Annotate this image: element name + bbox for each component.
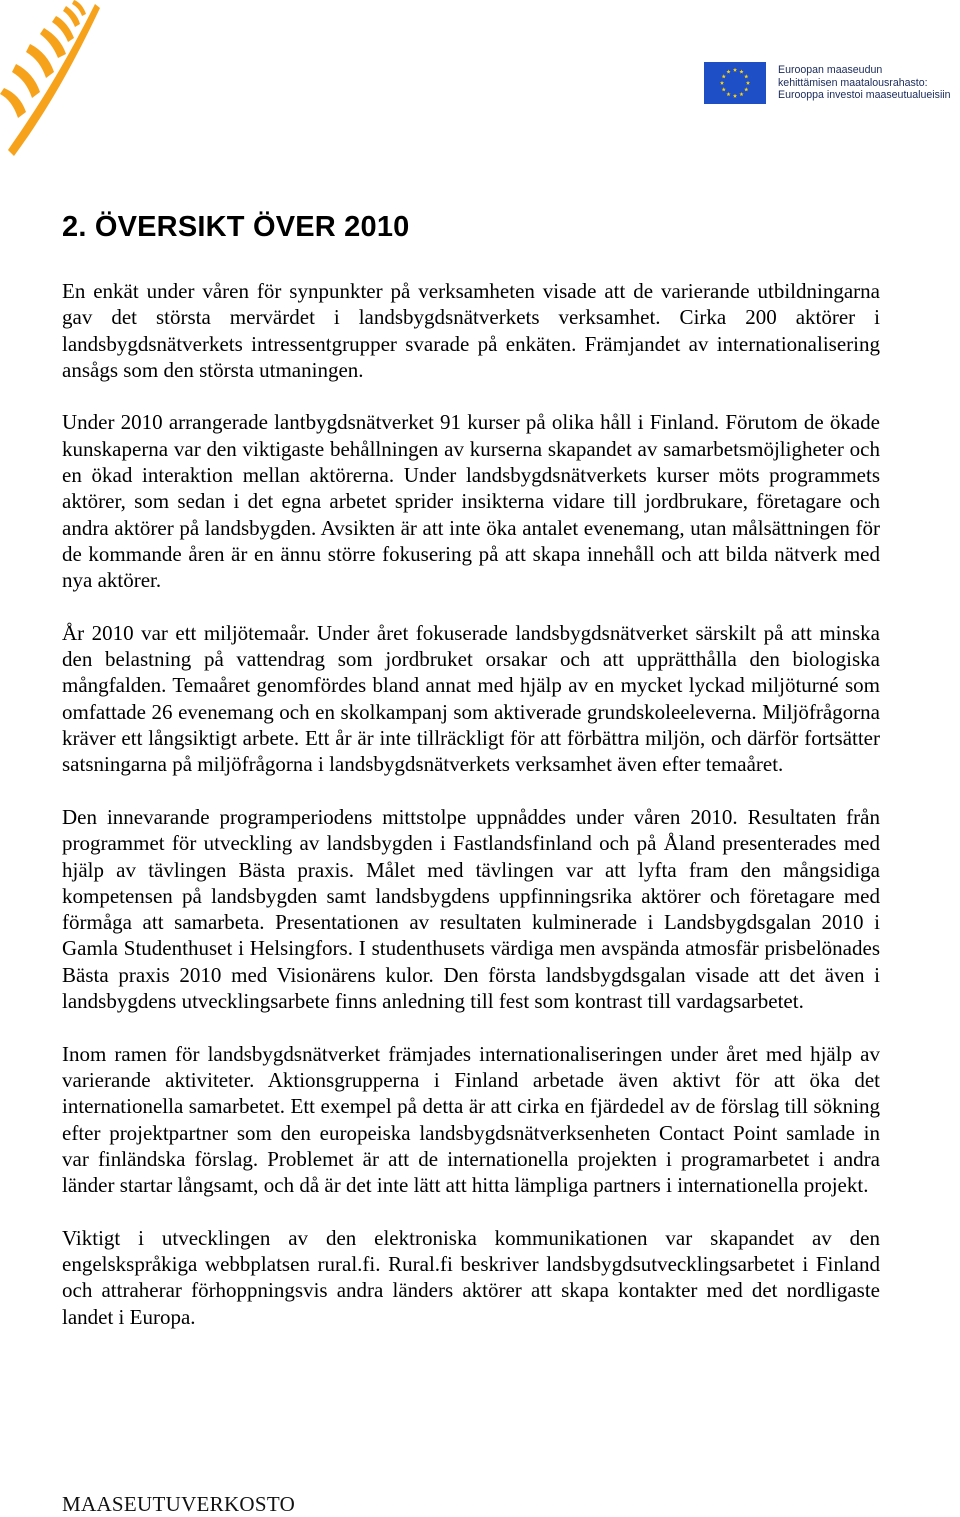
maaseutuverkosto-logo-icon bbox=[0, 0, 100, 160]
footer-brand: MAASEUTUVERKOSTO bbox=[62, 1492, 296, 1516]
document-body bbox=[62, 278, 880, 1356]
paragraph-2: Under 2010 arrangerade lantbygdsnätverket 91 kurser på olika håll i Finland. Förutom de ökade kunskaperna var den viktigaste behållningen av kurserna skapandet av samarbetsmöjligheter och en ökad interaktion mellan aktörerna. Under landsbygdsnätverkets kurser möts programmets aktörer, som sedan i det egna arbetet sprider insikterna vidare till jordbrukare, företagare och andra aktörer på landsbygden. Avsikten är att inte öka antalet evenemang, utan målsättningen för de kommande åren är en ännu större fokusering på att skapa innehåll och att bilda nätverk med nya aktörer. bbox=[62, 410, 880, 593]
eu-line-1: Euroopan maaseudun bbox=[778, 64, 883, 76]
eu-funding-block bbox=[704, 62, 960, 106]
eu-funding-text bbox=[778, 64, 960, 102]
eu-line-2: kehittämisen maatalousrahasto: bbox=[778, 76, 928, 89]
eu-flag-icon bbox=[704, 62, 766, 104]
paragraph-5: Inom ramen för landsbygdsnätverket främjades internationaliseringen under året med hjälp av varierande aktiviteter. Aktionsgrupperna i Finland arbetade även aktivt för att öka det internationella samarbetet. Ett exempel på detta är att cirka en fjärdedel av de förslag till sökning efter projektpartner som den europeiska landsbygdsnätverksenheten Contact Point samlade in var finländska förslag. Problemet är att de internationella projekten i programarbetet i andra länder startar långsamt, och då är det inte lätt att hitta lämpliga partners i internationella projekt. bbox=[62, 1041, 880, 1198]
paragraph-1: En enkät under våren för synpunkter på verksamheten visade att de varierande utbildningarna gav det största mervärdet i landsbygdsnätverkets verksamhet. Cirka 200 aktörer i landsbygdsnätverkets intressentgrupper svarade på enkäten. Främjandet av internationalisering ansågs som den största utmaningen. bbox=[62, 279, 880, 382]
paragraph-4: Den innevarande programperiodens mittstolpe uppnåddes under våren 2010. Resultaten från programmet för utveckling av landsbygden i Fastlandsfinland och på Åland presenterades med hjälp av tävlingen Bästa praxis. Målet med tävlingen var att lyfta fram den mångsidiga kompetensen på landsbygden samt landsbygdens uppfinningsrika aktörer och företagare med förmåga att samarbeta. Presentationen av resultaten kulminerade i Landsbygdsgalan 2010 i Gamla Studenthuset i Helsingfors. I studenthusets värdiga men avspända atmosfär prisbelönades Bästa praxis 2010 med Visionärens kulor. Den första landsbygdsgalan visade att det även i landsbygdens utvecklingsarbete finns anledning till fest som kontrast till vardagsarbetet. bbox=[62, 804, 880, 1014]
eu-line-3: Eurooppa investoi maaseutualueisiin bbox=[778, 89, 951, 101]
logo-shape bbox=[0, 0, 100, 156]
page-title: 2. ÖVERSIKT ÖVER 2010 bbox=[62, 211, 410, 243]
paragraph-6: Viktigt i utvecklingen av den elektroniska kommunikationen var skapandet av den engelskspråkiga webbplatsen rural.fi. Rural.fi beskriver landsbygdsutvecklingsarbetet i Finland och attraherar förhoppningsvis andra länders aktörer att skapa kontakter med det nordligaste landet i Europa. bbox=[62, 1225, 880, 1329]
paragraph-3: År 2010 var ett miljötemaår. Under året fokuserade landsbygdsnätverket särskilt på att minska den belastning på vattendrag som jordbruket orsakar och att upprätthålla den biologiska mångfalden. Temaåret genomfördes bland annat med hjälp av en mycket lyckad miljöturné som omfattade 26 evenemang och en skolkampanj som aktiverade grundskoleeleverna. Miljöfrågorna kräver ett långsiktigt arbete. Ett år är inte tillräckligt för att förbättra miljön, och därför fortsätter satsningarna på miljöfrågorna i landsbygdsnätverkets verksamhet även efter temaåret. bbox=[62, 620, 880, 777]
